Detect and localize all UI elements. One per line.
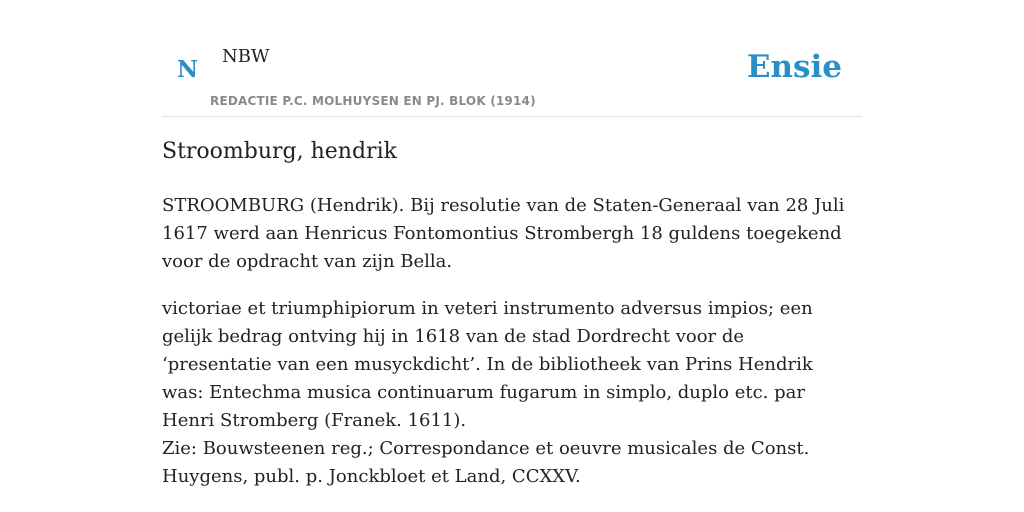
source-name[interactable]: NBW <box>222 46 270 67</box>
article-paragraph: STROOMBURG (Hendrik). Bij resolutie van de Staten-Generaal van 28 Juli 1617 werd aan Henricus Fontomontius Strombergh 18 guldens toegekend voor de opdracht van zijn Bella. <box>162 195 845 272</box>
header <box>162 0 862 117</box>
source-logo[interactable]: N <box>177 56 199 83</box>
source-credit: REDACTIE P.C. MOLHUYSEN EN PJ. BLOK (1914) <box>210 94 536 108</box>
article-paragraph: Zie: Bouwsteenen reg.; Correspondance et oeuvre musicales de Const. Huygens, publ. p. Jonckbloet et Land, CCXXV. <box>162 438 810 487</box>
article-title: Stroomburg, hendrik <box>162 139 397 164</box>
article-paragraph: victoriae et triumphipiorum in veteri instrumento adversus impios; een gelijk bedrag ontving hij in 1618 van de stad Dordrecht voor de ‘presentatie van een musyckdicht’. In de bibliotheek van Prins Hendrik was: Entechma musica continuarum fugarum in simplo, duplo etc. par Henri Stromberg (Franek. 1611). <box>162 298 813 431</box>
brand-logo[interactable]: Ensie <box>746 49 842 85</box>
